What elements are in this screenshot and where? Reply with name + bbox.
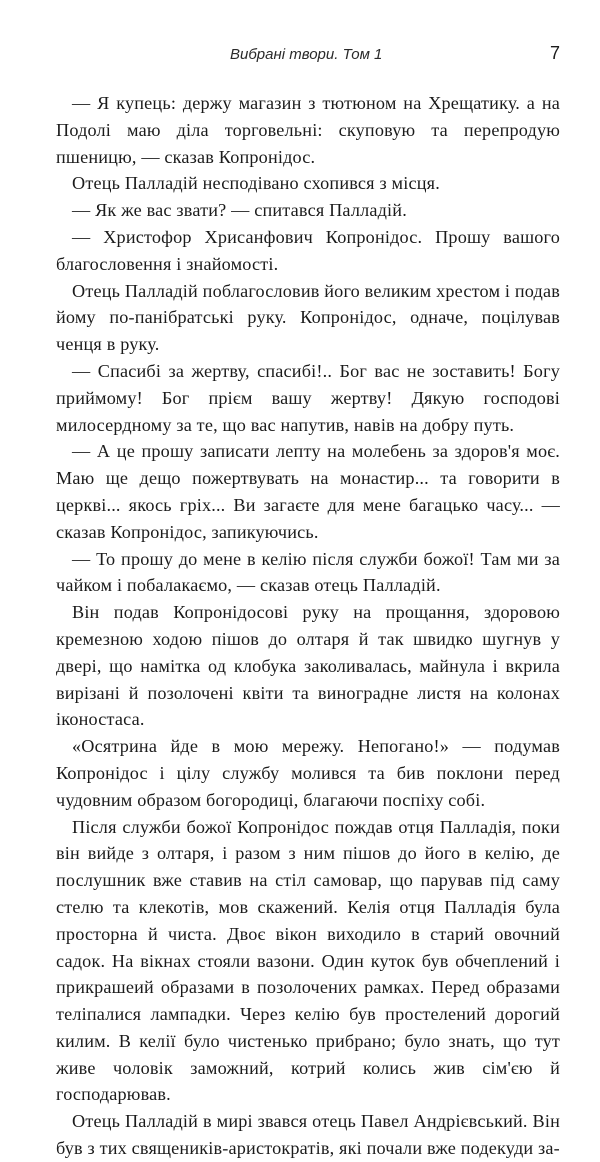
paragraph-9: Він подав Копронідосові руку на прощання, здоровою кремезною ходою пішов до олтаря й так швидко шугнув у двері, що намітка од клобука заколивалась, майнула і вкрила вирізані й позолочені квіти та виноградне листя на колонах іконостаса. (56, 602, 560, 730)
paragraph-10: «Осятрина йде в мою мережу. Непогано!» — подумав Копронідос і цілу службу молився та бив поклони перед чудовним образом богородиці, благаючи поспіху собі. (56, 736, 560, 810)
paragraph-1: — Я купець: держу магазин з тютюном на Хрещатику. а на Подолі маю діла торговельні: скуповую та перепродую пшеницю, — сказав Копронідос. (56, 93, 560, 167)
body-text (56, 90, 560, 1162)
paragraph-4: — Христофор Хрисанфович Копронідос. Прошу вашого благословення і знайомості. (56, 226, 560, 274)
running-title: Вибрані твори. Том 1 (230, 46, 383, 63)
paragraph-12: Отець Палладій в мирі звався отець Павел Андрієвський. Він був з тих священиків-аристократів, які почали вже подекуди за- (56, 1111, 560, 1159)
paragraph-11: Після служби божої Копронідос пождав отця Палладія, поки він вийде з олтаря, і разом з ним пішов до його в келію, де послушник вже ставив на стіл самовар, що парував під саму стелю та клекотів, мов скажений. Келія отця Палладія була просторна й чиста. Двоє вікон виходило в старий овочний садок. На вікнах стояли вазони. Один куток був обчеплений і прикрашеий образами в позолочених рамках. Перед образами теліпалися лампадки. Через келію був простелений дорогий килим. В келії було чистенько прибрано; було знать, що тут живе чоловік заможний, котрий колись жив сім'єю й господарював. (56, 816, 560, 1105)
paragraph-3: — Як же вас звати? — спитався Палладій. (72, 200, 407, 221)
running-header (60, 44, 560, 66)
paragraph-7: — А це прошу записати лепту на молебень за здоров'я моє. Маю ще дещо пожертвувать на монастир... та говорити в церкві... якось гріх... Ви загаєте для мене багацько часу... — сказав Копронідос, запикуючись. (56, 441, 560, 542)
paragraph-2: Отець Палладій несподівано схопився з місця. (72, 173, 440, 194)
page-number: 7 (549, 43, 560, 63)
paragraph-8: — То прошу до мене в келію після служби божої! Там ми за чайком і побалакаємо, — сказав отець Палладій. (56, 548, 560, 596)
paragraph-5: Отець Палладій поблагословив його великим хрестом і подав йому по-панібратські руку. Копронідос, одначе, поцілував ченця в руку. (56, 280, 560, 355)
paragraph-6: — Спасибі за жертву, спасибі!.. Бог вас не зоставить! Богу приймому! Бог прієм вашу жертву! Дякую господові милосердному за те, що вас напутив, навів на добру путь. (56, 360, 560, 435)
